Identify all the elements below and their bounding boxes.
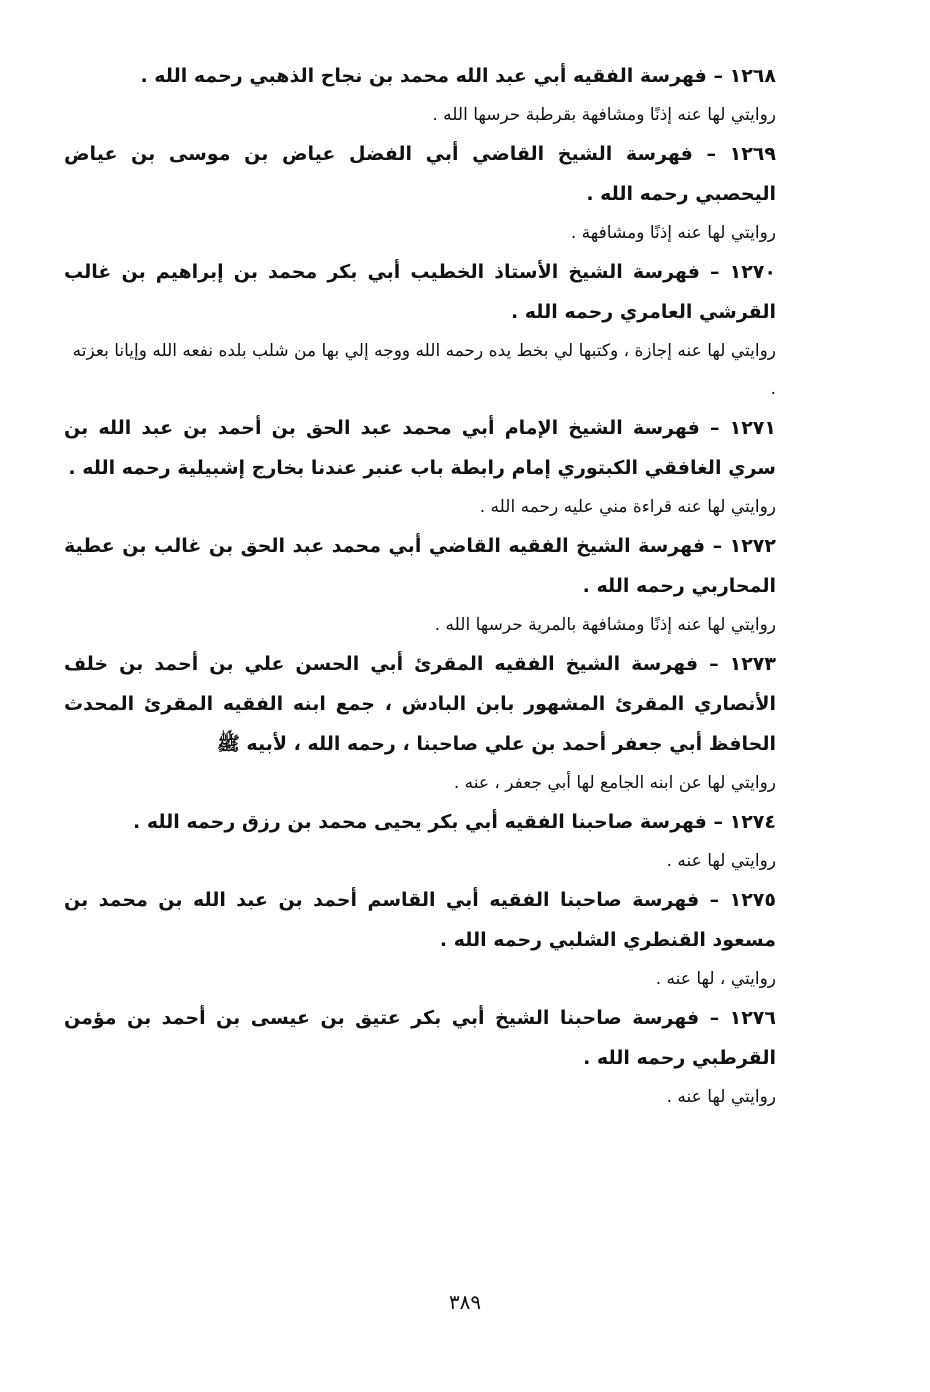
entry-note-1269: روايتي لها عنه إذنًا ومشافهة .: [570, 223, 776, 243]
entry-title-1274: ١٢٧٤ – فهرسة صاحبنا الفقيه أبي بكر يحيى محمد بن رزق رحمه الله .: [133, 811, 776, 833]
entry-note-1275: روايتي ، لها عنه .: [655, 969, 776, 989]
entry-note-1276: روايتي لها عنه .: [666, 1087, 776, 1107]
entry-note-1273: روايتي لها عن ابنه الجامع لها أبي جعفر ، عنه .: [453, 773, 776, 793]
entry-note-1270: روايتي لها عنه إجازة ، وكتبها لي بخط يده رحمه الله ووجه إلي بها من شلب بلده نفعه الله وإيانا بعزته .: [72, 341, 776, 399]
page-body: [64, 56, 866, 1116]
entry-title-1273: ١٢٧٣ – فهرسة الشيخ الفقيه المقرئ أبي الحسن علي بن أحمد بن خلف الأنصاري المقرئ المشهور بابن البادش ، جمع ابنه الفقيه المقرئ المحدث الحافظ أبي جعفر أحمد بن علي صاحبنا ، رحمه الله ، لأبيه ﷺ: [64, 653, 776, 755]
entry-note-1272: روايتي لها عنه إذنًا ومشافهة بالمرية حرسها الله .: [434, 615, 776, 635]
entry-note-1268: روايتي لها عنه إذنًا ومشافهة بقرطبة حرسها الله .: [432, 105, 776, 125]
entry-note-1271: روايتي لها عنه قراءة مني عليه رحمه الله .: [479, 497, 776, 517]
entry-title-1269: ١٢٦٩ – فهرسة الشيخ القاضي أبي الفضل عياض بن موسى بن عياض اليحصبي رحمه الله .: [64, 143, 776, 205]
entry-title-1272: ١٢٧٢ – فهرسة الشيخ الفقيه القاضي أبي محمد عبد الحق بن غالب بن عطية المحاربي رحمه الله .: [64, 535, 776, 597]
entry-title-1275: ١٢٧٥ – فهرسة صاحبنا الفقيه أبي القاسم أحمد بن عبد الله بن محمد بن مسعود القنطري الشلبي رحمه الله .: [64, 889, 776, 951]
entry-title-1276: ١٢٧٦ – فهرسة صاحبنا الشيخ أبي بكر عتيق بن عيسى بن أحمد بن مؤمن القرطبي رحمه الله .: [64, 1007, 776, 1069]
page-number: ٣٨٩: [448, 1290, 482, 1314]
entry-title-1270: ١٢٧٠ – فهرسة الشيخ الأستاذ الخطيب أبي بكر محمد بن إبراهيم بن غالب القرشي العامري رحمه الله .: [64, 261, 776, 323]
entry-note-1274: روايتي لها عنه .: [666, 851, 776, 871]
entry-title-1268: ١٢٦٨ – فهرسة الفقيه أبي عبد الله محمد بن نجاح الذهبي رحمه الله .: [140, 65, 776, 87]
entry-title-1271: ١٢٧١ – فهرسة الشيخ الإمام أبي محمد عبد الحق بن أحمد بن عبد الله بن سري الغافقي الكبتوري إمام رابطة باب عنبر عندنا بخارج إشبيلية رحمه الله .: [64, 417, 776, 479]
